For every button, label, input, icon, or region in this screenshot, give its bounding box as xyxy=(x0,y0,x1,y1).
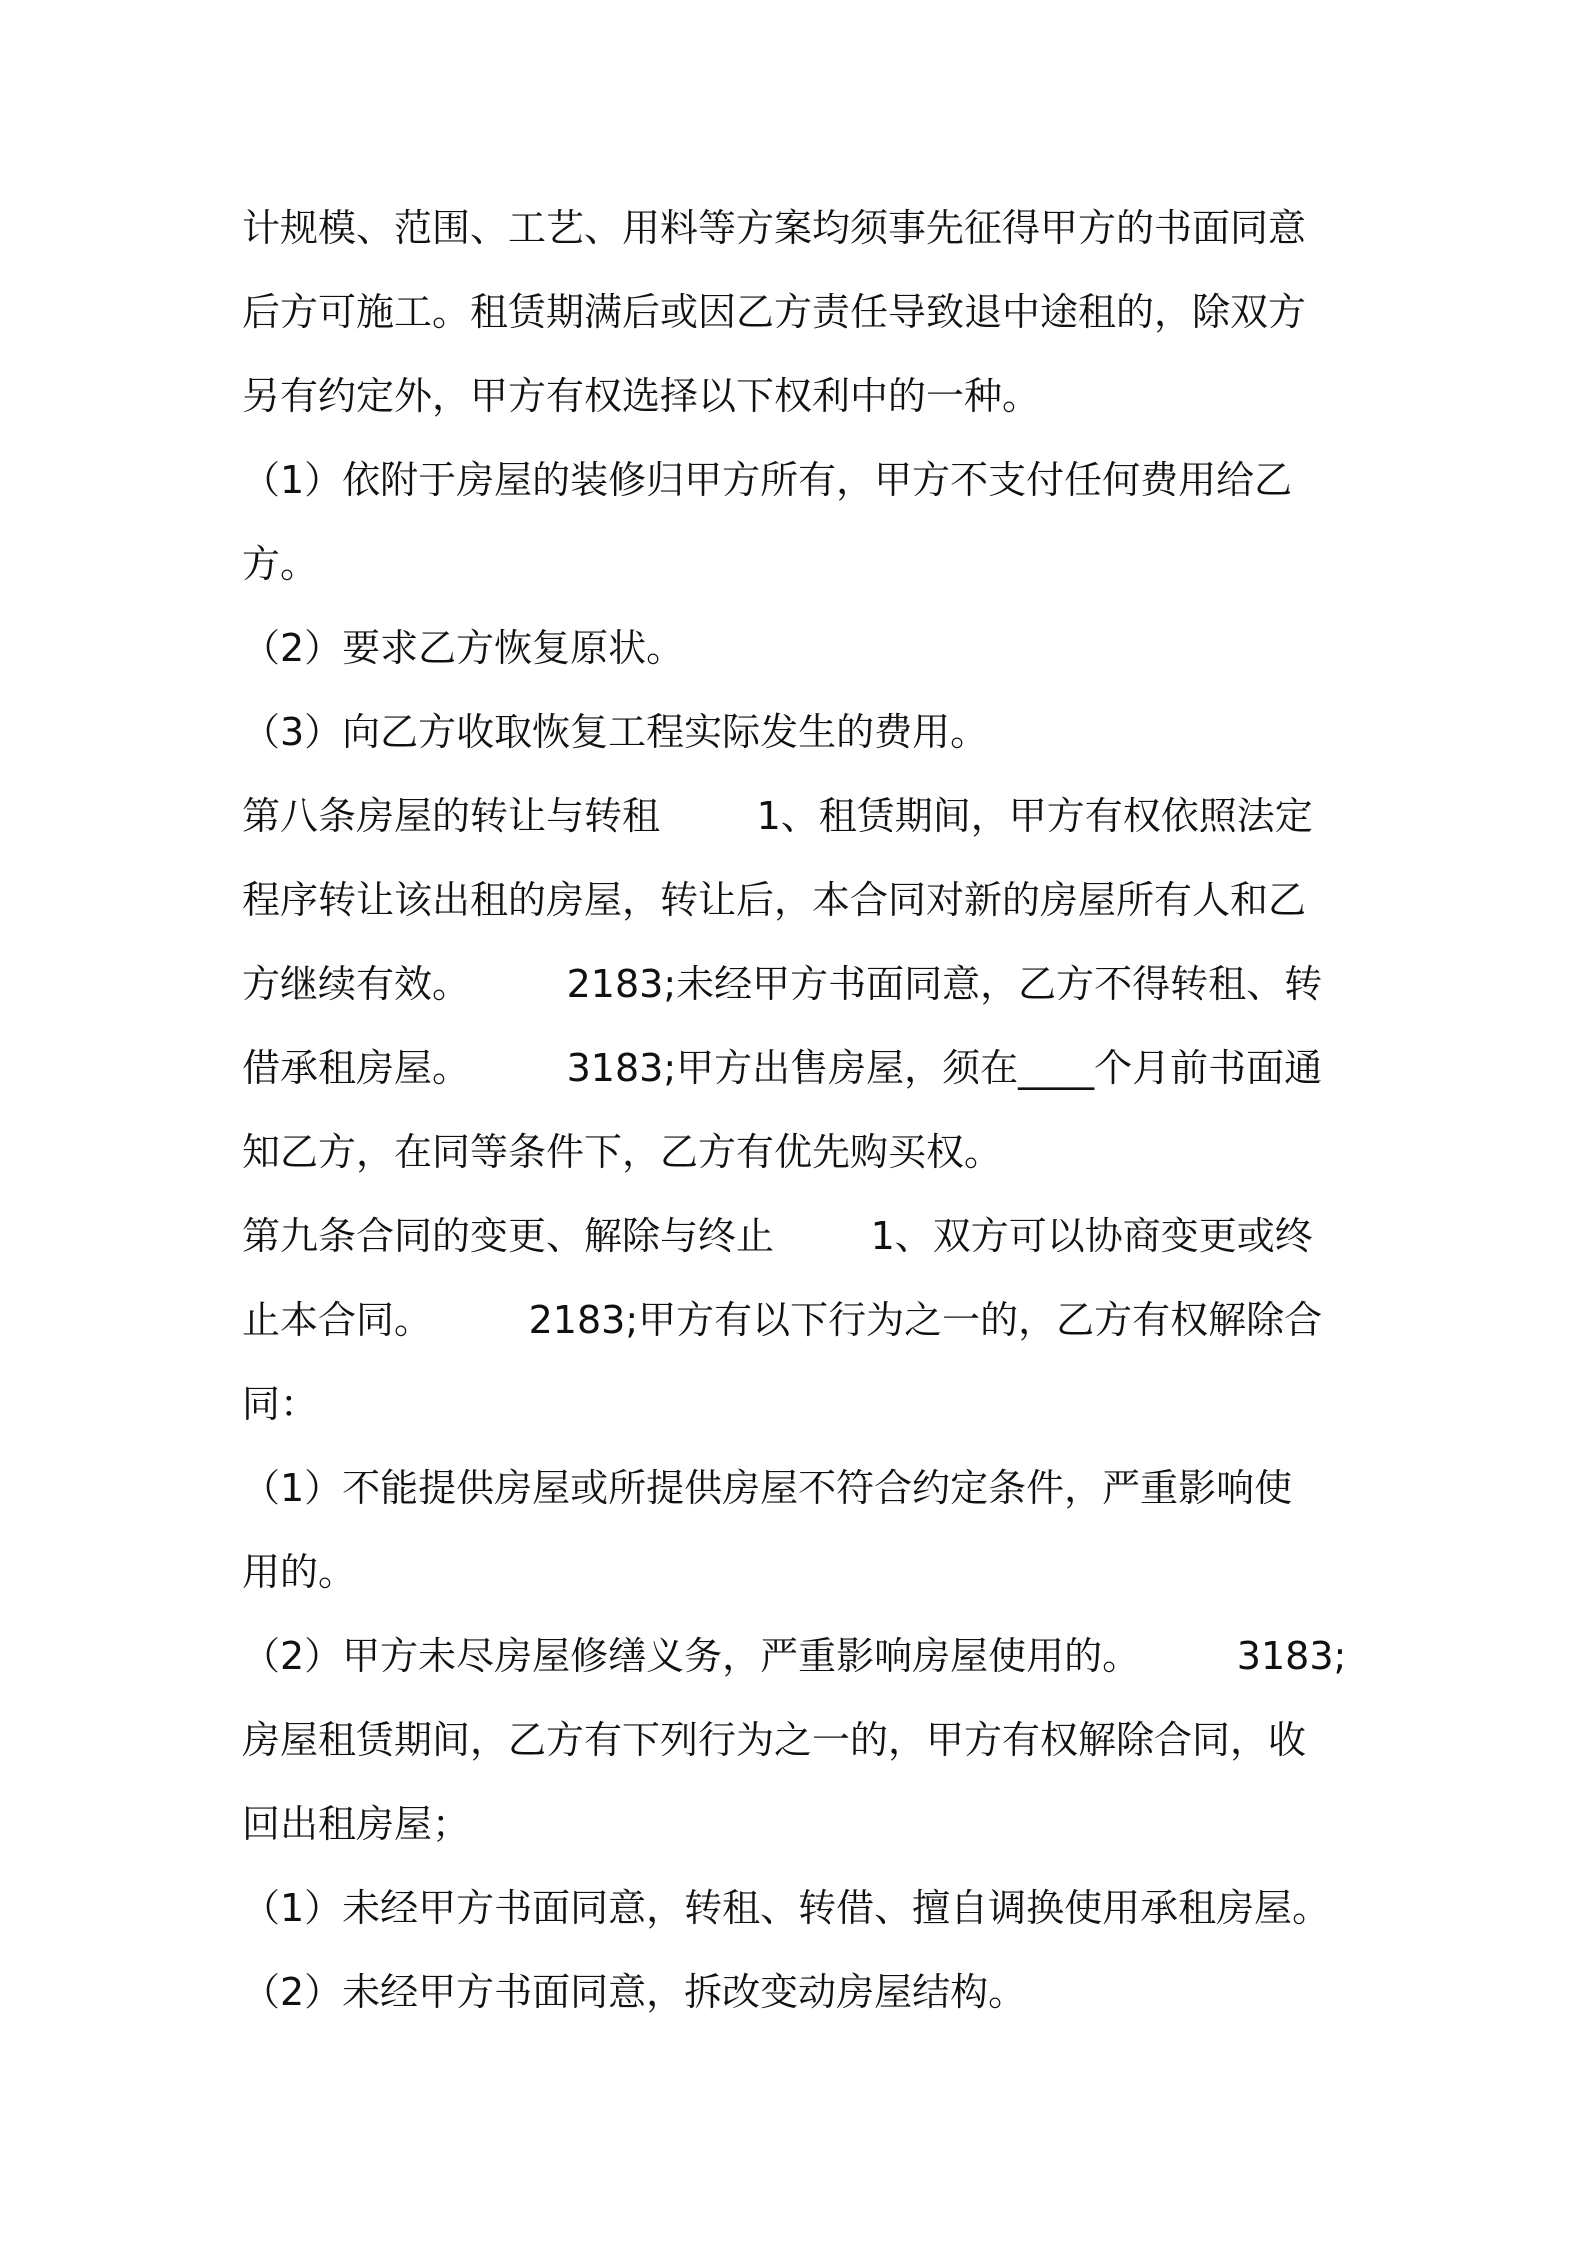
text-line: 回出租房屋； xyxy=(242,1802,471,1846)
text-line: 后方可施工。租赁期满后或因乙方责任导致退中途租的，除双方 xyxy=(242,290,1307,334)
article-8-heading-line: 第八条房屋的转让与转租 1、租赁期间，甲方有权依照法定 xyxy=(242,794,1313,838)
text-line: 借承租房屋。 3183;甲方出售房屋，须在____个月前书面通 xyxy=(242,1046,1323,1090)
text-line: 房屋租赁期间，乙方有下列行为之一的，甲方有权解除合同，收 xyxy=(242,1718,1307,1762)
text-line: 用的。 xyxy=(242,1550,357,1594)
text-line: （1）不能提供房屋或所提供房屋不符合约定条件，严重影响使 xyxy=(242,1466,1293,1510)
text-line: （3）向乙方收取恢复工程实际发生的费用。 xyxy=(242,710,989,754)
text-line: （2）未经甲方书面同意，拆改变动房屋结构。 xyxy=(242,1970,1027,2014)
text-line: 止本合同。 2183;甲方有以下行为之一的，乙方有权解除合 xyxy=(242,1298,1323,1342)
text-line: 方继续有效。 2183;未经甲方书面同意，乙方不得转租、转 xyxy=(242,962,1323,1006)
text-line: （1）未经甲方书面同意，转租、转借、擅自调换使用承租房屋。 xyxy=(242,1886,1331,1930)
text-line: 方。 xyxy=(242,542,319,586)
text-line: （2）要求乙方恢复原状。 xyxy=(242,626,685,670)
text-line: 程序转让该出租的房屋，转让后，本合同对新的房屋所有人和乙 xyxy=(242,878,1307,922)
text-line: 另有约定外，甲方有权选择以下权利中的一种。 xyxy=(242,374,1041,418)
text-line: 计规模、范围、工艺、用料等方案均须事先征得甲方的书面同意 xyxy=(242,206,1307,250)
text-line: 同： xyxy=(242,1382,319,1426)
text-line: （2）甲方未尽房屋修缮义务，严重影响房屋使用的。 3183; xyxy=(242,1634,1347,1678)
article-9-heading-line: 第九条合同的变更、解除与终止 1、双方可以协商变更或终 xyxy=(242,1214,1313,1258)
text-line: （1）依附于房屋的装修归甲方所有，甲方不支付任何费用给乙 xyxy=(242,458,1293,502)
text-line: 知乙方，在同等条件下，乙方有优先购买权。 xyxy=(242,1130,1003,1174)
